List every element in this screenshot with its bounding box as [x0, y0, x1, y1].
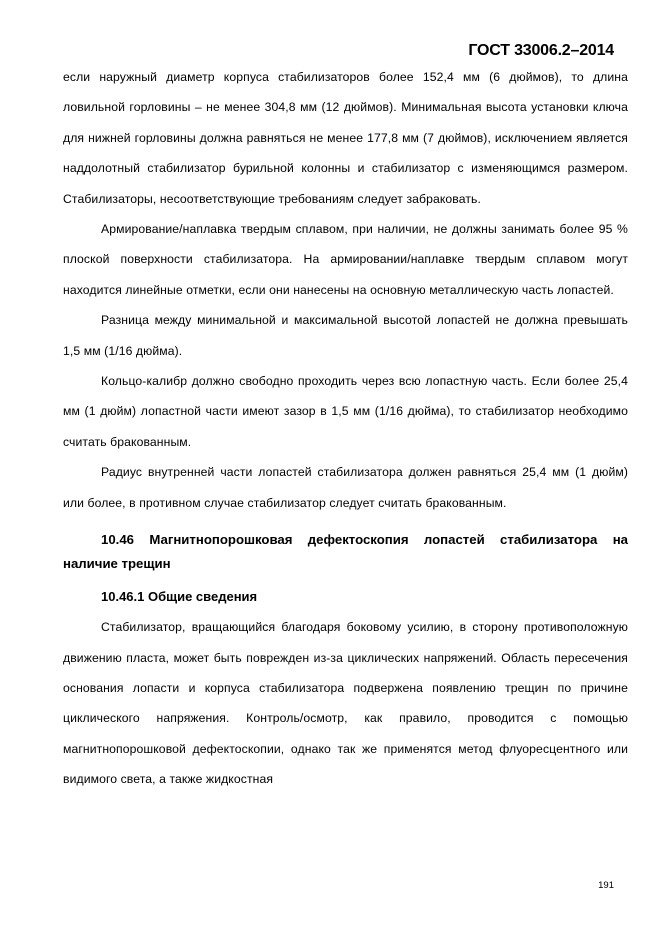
section-heading: 10.46 Магнитнопорошковая дефектоскопия лопастей стабилизатора на наличие трещин — [63, 532, 628, 572]
page-number: 191 — [598, 880, 614, 891]
paragraph-blade-height-difference: Разница между минимальной и максимальной высотой лопастей не должна превышать 1,5 мм (1/16 дюйма). — [63, 313, 628, 358]
paragraph-hardfacing: Армирование/наплавка твердым сплавом, при наличии, не должны занимать более 95 % плоской поверхности стабилизатора. На армировании/наплавке твердым сплавом могут находится линейные отметки, если они нанесены на основную металлическую часть лопастей. — [63, 222, 628, 297]
paragraph-blade-radius: Радиус внутренней части лопастей стабилизатора должен равняться 25,4 мм (1 дюйм) или более, в противном случае стабилизатор следует считать бракованным. — [63, 465, 628, 510]
document-code-header: ГОСТ 33006.2–2014 — [468, 42, 614, 59]
paragraph-gorlovina-length: если наружный диаметр корпуса стабилизаторов более 152,4 мм (6 дюймов), то длина ловильной горловины – не менее 304,8 мм (12 дюймов). Минимальная высота установки ключа для нижней горловины должна равняться не менее 177,8 мм (7 дюймов), исключением является наддолотный стабилизатор бурильной колонны и стабилизатор с изменяющимся размером. Стабилизаторы, несоответствующие требованиям следует забраковать. — [63, 70, 628, 206]
subsection-heading: 10.46.1 Общие сведения — [101, 589, 258, 605]
paragraph-general-info: Стабилизатор, вращающийся благодаря боковому усилию, в сторону противоположную движению пласта, может быть поврежден из-за циклических напряжений. Область пересечения основания лопасти и корпуса стабилизатора подвержена появлению трещин по причине циклического напряжения. Контроль/осмотр, как правило, проводится с помощью магнитнопорошковой дефектоскопии, однако так же применятся метод флуоресцентного или видимого света, а также жидкостная — [63, 620, 628, 787]
paragraph-ring-gauge: Кольцо-калибр должно свободно проходить через всю лопастную часть. Если более 25,4 мм (1 дюйм) лопастной части имеют зазор в 1,5 мм (1/16 дюйма), то стабилизатор необходимо считать бракованным. — [63, 374, 628, 449]
page-content — [63, 62, 628, 795]
